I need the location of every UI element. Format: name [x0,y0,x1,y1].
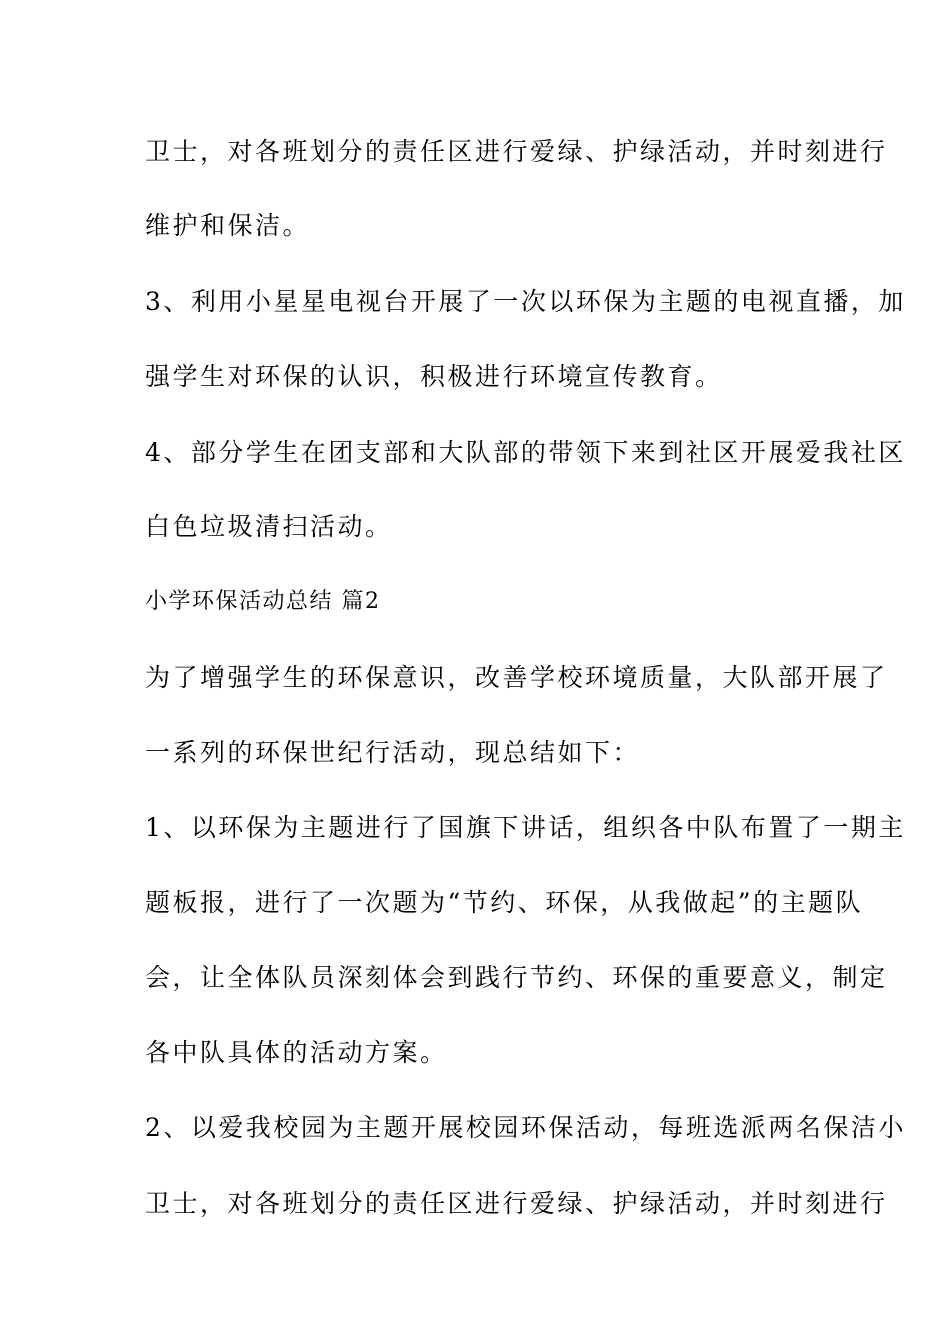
text-line: 维护和保洁。 [145,211,311,240]
text-line: 白色垃圾清扫活动。 [145,512,393,541]
text-line: 2、以爱我校园为主题开展校园环保活动，每班选派两名保洁小 [145,1113,906,1142]
text-line: 为了增强学生的环保意识，改善学校环境质量，大队部开展了 [145,663,888,692]
text-line: 1、以环保为主题进行了国旗下讲话，组织各中队布置了一期主 [145,813,906,842]
text-line: 题板报，进行了一次题为“节约、环保，从我做起”的主题队 [145,888,864,917]
text-line: 卫士，对各班划分的责任区进行爱绿、护绿活动，并时刻进行 [145,137,888,166]
text-line: 会，让全体队员深刻体会到践行节约、环保的重要意义，制定 [145,963,888,992]
text-line: 各中队具体的活动方案。 [145,1038,448,1067]
text-line: 强学生对环保的认识，积极进行环境宣传教育。 [145,362,723,391]
section-heading: 小学环保活动总结 篇2 [145,589,381,614]
text-line: 4、部分学生在团支部和大队部的带领下来到社区开展爱我社区 [145,438,906,467]
text-line: 3、利用小星星电视台开展了一次以环保为主题的电视直播，加 [145,287,906,316]
text-line: 一系列的环保世纪行活动，现总结如下： [145,738,641,767]
text-line: 卫士，对各班划分的责任区进行爱绿、护绿活动，并时刻进行 [145,1189,888,1218]
